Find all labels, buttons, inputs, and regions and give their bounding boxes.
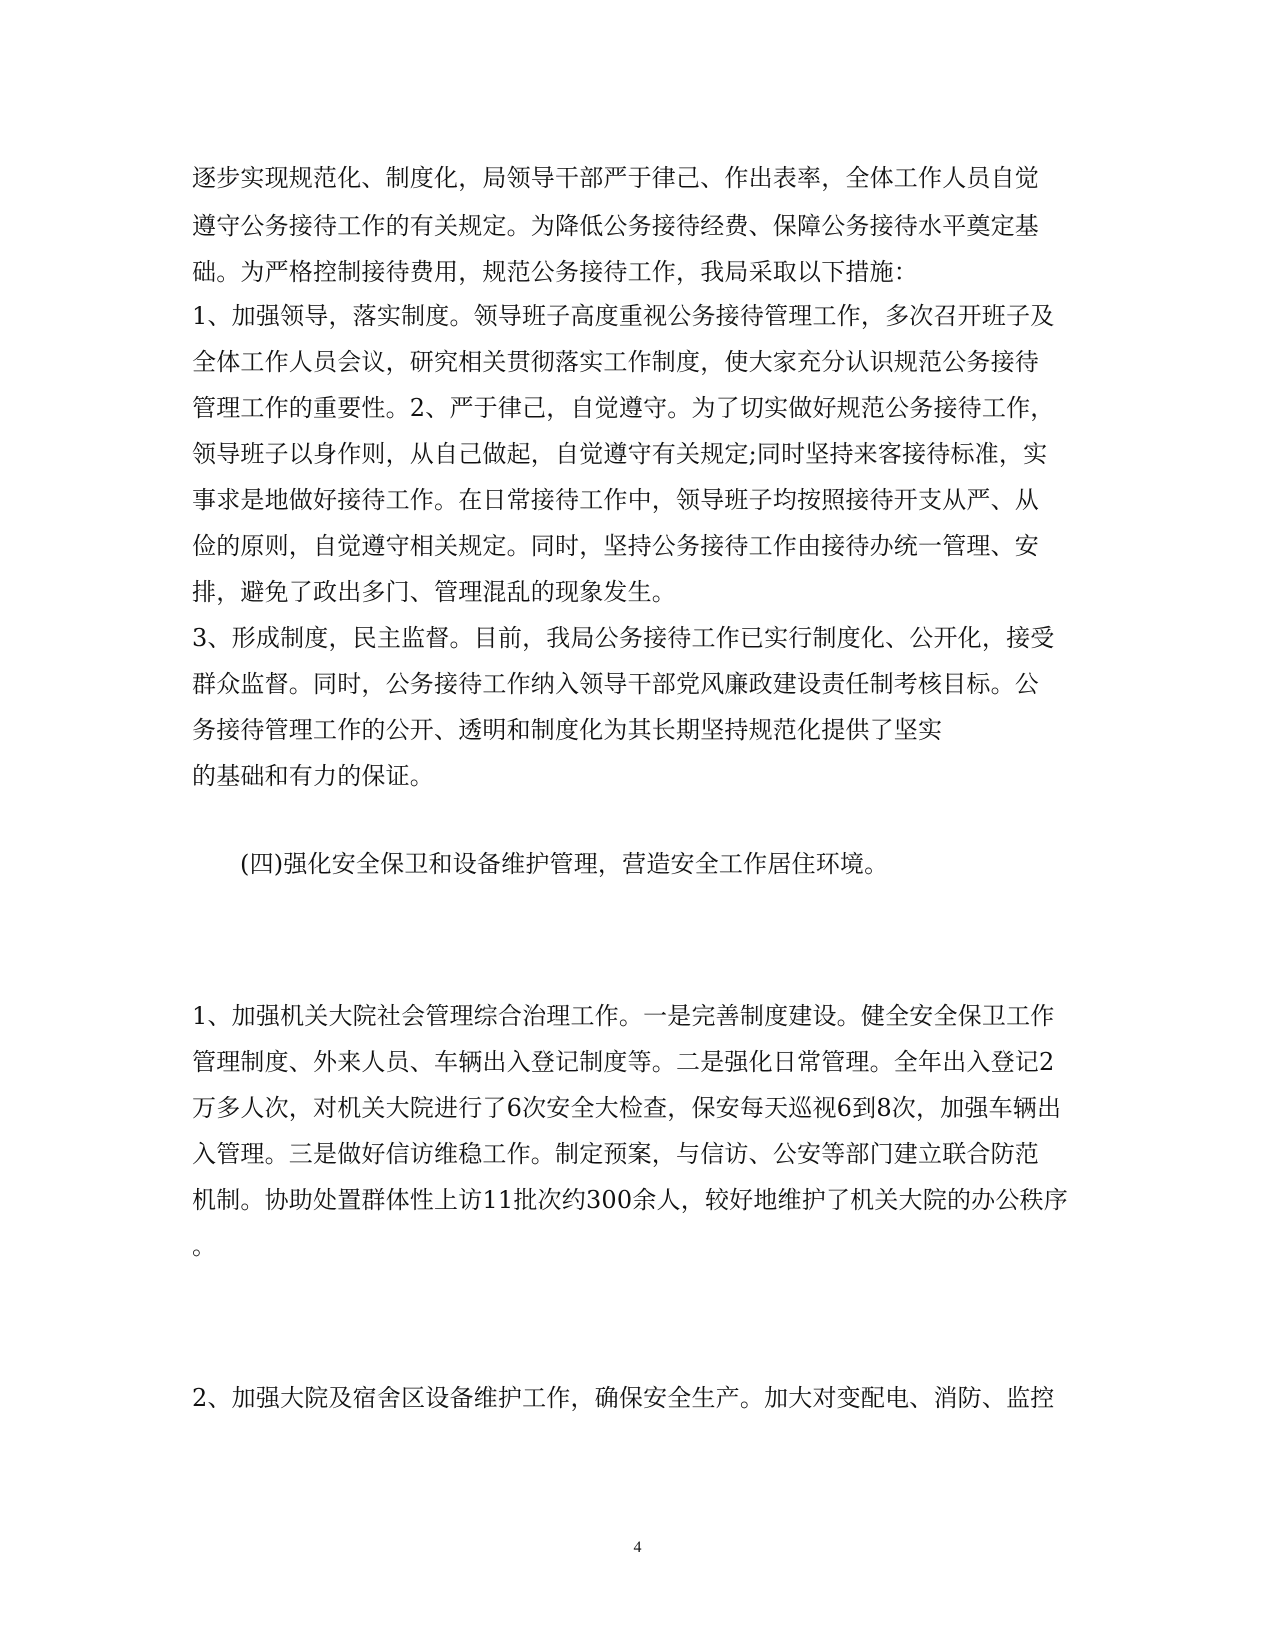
text-line: 万多人次，对机关大院进行了6次安全大检查，保安每天巡视6到8次，加强车辆出: [192, 1094, 1062, 1122]
text-line: 机制。协助处置群体性上访11批次约300余人，较好地维护了机关大院的办公秩序: [192, 1186, 1068, 1214]
text-line: 管理工作的重要性。2、严于律己，自觉遵守。为了切实做好规范公务接待工作，: [192, 394, 1055, 422]
text-line: 事求是地做好接待工作。在日常接待工作中，领导班子均按照接待开支从严、从: [192, 486, 1039, 514]
text-line: 的基础和有力的保证。: [192, 762, 434, 790]
text-line: 俭的原则，自觉遵守相关规定。同时，坚持公务接待工作由接待办统一管理、安: [192, 532, 1039, 560]
text-line: 入管理。三是做好信访维稳工作。制定预案，与信访、公安等部门建立联合防范: [192, 1140, 1039, 1168]
section-heading: (四)强化安全保卫和设备维护管理，营造安全工作居住环境。: [240, 850, 889, 878]
text-line: 管理制度、外来人员、车辆出入登记制度等。二是强化日常管理。全年出入登记2: [192, 1048, 1055, 1076]
text-line: 领导班子以身作则，从自己做起，自觉遵守有关规定;同时坚持来客接待标准，实: [192, 440, 1048, 468]
page-number: 4: [633, 1539, 642, 1556]
text-line: 础。为严格控制接待费用，规范公务接待工作，我局采取以下措施：: [192, 258, 918, 286]
text-line: 群众监督。同时，公务接待工作纳入领导干部党风廉政建设责任制考核目标。公: [192, 670, 1039, 698]
text-line: 全体工作人员会议，研究相关贯彻落实工作制度，使大家充分认识规范公务接待: [192, 348, 1039, 376]
text-line: 逐步实现规范化、制度化，局领导干部严于律己、作出表率，全体工作人员自觉: [192, 164, 1039, 192]
text-line: 务接待管理工作的公开、透明和制度化为其长期坚持规范化提供了坚实: [192, 716, 943, 744]
text-line: 排，避免了政出多门、管理混乱的现象发生。: [192, 578, 676, 606]
text-line: 。: [192, 1232, 217, 1260]
text-line: 1、加强领导，落实制度。领导班子高度重视公务接待管理工作，多次召开班子及: [192, 302, 1055, 330]
text-line: 遵守公务接待工作的有关规定。为降低公务接待经费、保障公务接待水平奠定基: [192, 212, 1039, 240]
text-line: 1、加强机关大院社会管理综合治理工作。一是完善制度建设。健全安全保卫工作: [192, 1002, 1055, 1030]
text-line: 3、形成制度，民主监督。目前，我局公务接待工作已实行制度化、公开化，接受: [192, 624, 1055, 652]
text-line: 2、加强大院及宿舍区设备维护工作，确保安全生产。加大对变配电、消防、监控: [192, 1384, 1055, 1412]
